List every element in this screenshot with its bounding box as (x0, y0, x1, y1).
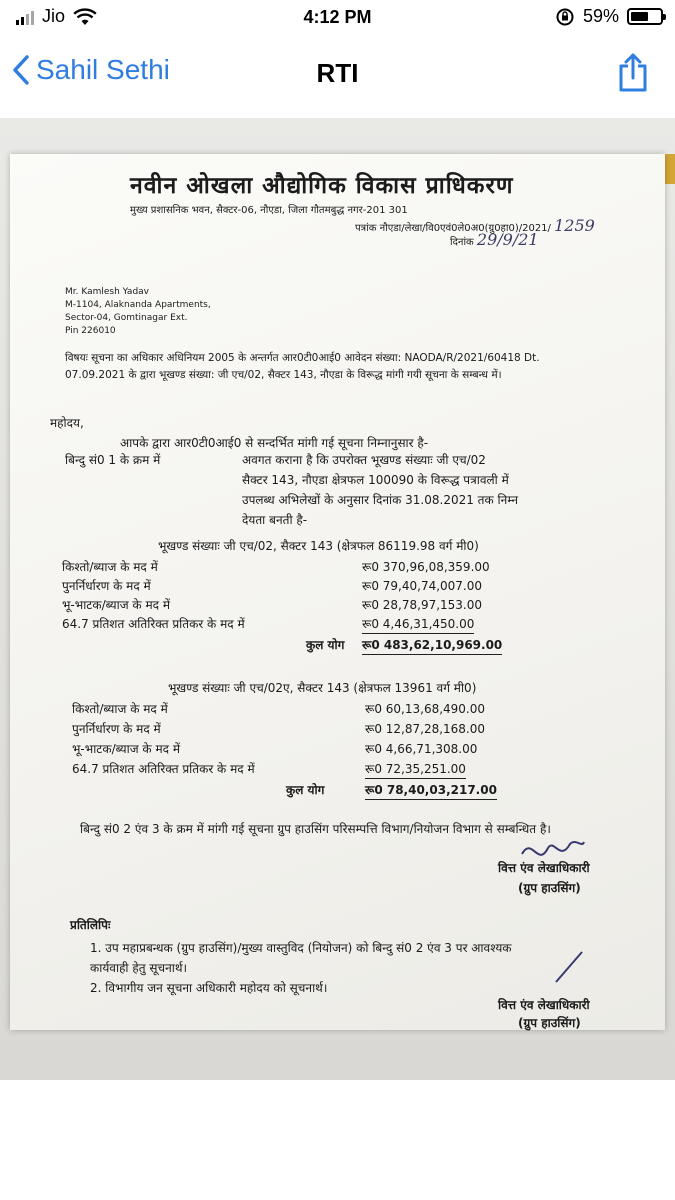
plot2-row-label: भू-भाटक/ब्याज के मद में (72, 742, 180, 756)
share-button[interactable] (617, 52, 649, 96)
bottom-safe-area (0, 1160, 675, 1200)
battery-percent: 59% (582, 6, 619, 26)
plot1-row-label: पुनर्निर्धारण के मद में (62, 579, 151, 593)
plot2-row-amount: रू0 60,13,68,490.00 (365, 702, 486, 716)
salutation: महोदय, (50, 416, 84, 430)
plot1-row-label: भू-भाटक/ब्याज के मद में (62, 598, 170, 612)
signatory-title: वित्त एंव लेखाधिकारी (498, 861, 590, 875)
point1-label: बिन्दु सं0 1 के क्रम में (65, 453, 161, 467)
rotation-lock-icon (555, 7, 575, 27)
plot1-row-label: किश्तो/ब्याज के मद में (62, 560, 158, 574)
plot1-row-amount: रू0 28,78,97,153.00 (362, 598, 483, 612)
status-bar (0, 0, 675, 38)
signatory-dept: (ग्रुप हाउसिंग) (518, 881, 581, 895)
plot2-total: रू0 78,40,03,217.00 (365, 781, 497, 800)
reference-text: पत्रांक नौएडा/लेखा/वि0एवं0ले0अ0(ग्रु0हा0)/2021/ (355, 223, 551, 234)
plot2-row-label: 64.7 प्रतिशत अतिरिक्त प्रतिकर के मद में (72, 762, 255, 776)
point1-line: उपलब्ध अभिलेखों के अनुसार दिनांक 31.08.2021 तक निम्न (242, 493, 519, 507)
document-photo[interactable] (0, 118, 675, 1080)
copy-item: 2. विभागीय जन सूचना अधिकारी महोदय को सूचनार्थ। (90, 981, 328, 995)
recipient-address: Mr. Kamlesh Yadav M-1104, Alaknanda Apartments, Sector-04, Gomtinagar Ext. Pin 226010 (65, 287, 211, 336)
copy-item: कार्यवाही हेतु सूचनार्थ। (90, 961, 188, 975)
plot2-row-label: पुनर्निर्धारण के मद में (72, 722, 161, 736)
point1-line: देयता बनती है- (242, 513, 308, 527)
copy-label: प्रतिलिपिः (70, 918, 111, 932)
signature-mark (550, 946, 590, 986)
date-label: दिनांक (450, 237, 474, 248)
letter-heading: नवीन ओखला औद्योगिक विकास प्राधिकरण (130, 173, 514, 199)
date-line (450, 230, 539, 249)
rti-letter (10, 154, 665, 1030)
plot1-row-amount: रू0 370,96,08,359.00 (362, 560, 490, 574)
copy-item: 1. उप महाप्रबन्धक (ग्रुप हाउसिंग)/मुख्य वास्तुविद (नियोजन) को बिन्दु सं0 2 एंव 3 पर आवश्यक (90, 941, 512, 955)
plot2-row-amount: रू0 12,87,28,168.00 (365, 722, 486, 736)
share-icon (617, 52, 649, 92)
plot2-title: भूखण्ड संख्याः जी एच/02ए, सैक्टर 143 (क्षेत्रफल 13961 वर्ग मी0) (168, 681, 477, 695)
signatory2-dept: (ग्रुप हाउसिंग) (518, 1016, 581, 1030)
signatory2-title: वित्त एंव लेखाधिकारी (498, 998, 590, 1012)
carrier-name: Jio (42, 6, 66, 26)
reference-number: 1259 (554, 216, 595, 235)
plot1-total-label: कुल योग (306, 638, 345, 652)
point23-text: बिन्दु सं0 2 एंव 3 के क्रम में मांगी गई सूचना ग्रुप हाउसिंग परिसम्पत्ति विभाग/नियोजन विभाग से सम्बन्धित है। (80, 822, 551, 836)
intro-text: आपके द्वारा आर0टी0आई0 से सन्दर्भित मांगी गई सूचना निम्नानुसार है- (120, 436, 429, 450)
plot1-total: रू0 483,62,10,969.00 (362, 636, 502, 655)
navigation-bar (0, 40, 675, 110)
subject-line: विषयः सूचना का अधिकार अधिनियम 2005 के अन्तर्गत आर0टी0आई0 आवेदन संख्या: NAODA/R/2021/60418 Dt. 07.09.2021 के द्वारा भूखण्ड संख्या: जी एच/02, सैक्टर 143, नौएडा के विरूद्ध मांगी गयी सूचना के सम्बन्ध में। (65, 352, 540, 381)
back-button-label: Sahil Sethi (36, 54, 170, 85)
plot1-row-amount: रू0 4,46,31,450.00 (362, 615, 474, 634)
plot1-title: भूखण्ड संख्याः जी एच/02, सैक्टर 143 (क्षेत्रफल 86119.98 वर्ग मी0) (158, 539, 479, 553)
page-title: RTI (316, 58, 359, 88)
plot1-row-amount: रू0 79,40,74,007.00 (362, 579, 483, 593)
date-value: 29/9/21 (476, 230, 539, 249)
plot2-row-amount: रू0 72,35,251.00 (365, 760, 466, 779)
plot2-row-amount: रू0 4,66,71,308.00 (365, 742, 478, 756)
point1-line: अवगत कराना है कि उपरोक्त भूखण्ड संख्याः जी एच/02 (242, 453, 486, 467)
clock: 4:12 PM (303, 7, 372, 27)
plot2-total-label: कुल योग (286, 783, 325, 797)
office-address: मुख्य प्रशासनिक भवन, सैक्टर-06, नौएडा, जिला गौतमबुद्ध नगर-201 301 (130, 205, 408, 216)
plot2-row-label: किश्तो/ब्याज के मद में (72, 702, 168, 716)
point1-line: सैक्टर 143, नौएडा क्षेत्रफल 100090 के विरूद्ध पत्रावली में (242, 473, 509, 487)
battery-icon (627, 8, 663, 25)
plot1-row-label: 64.7 प्रतिशत अतिरिक्त प्रतिकर के मद में (62, 617, 245, 631)
